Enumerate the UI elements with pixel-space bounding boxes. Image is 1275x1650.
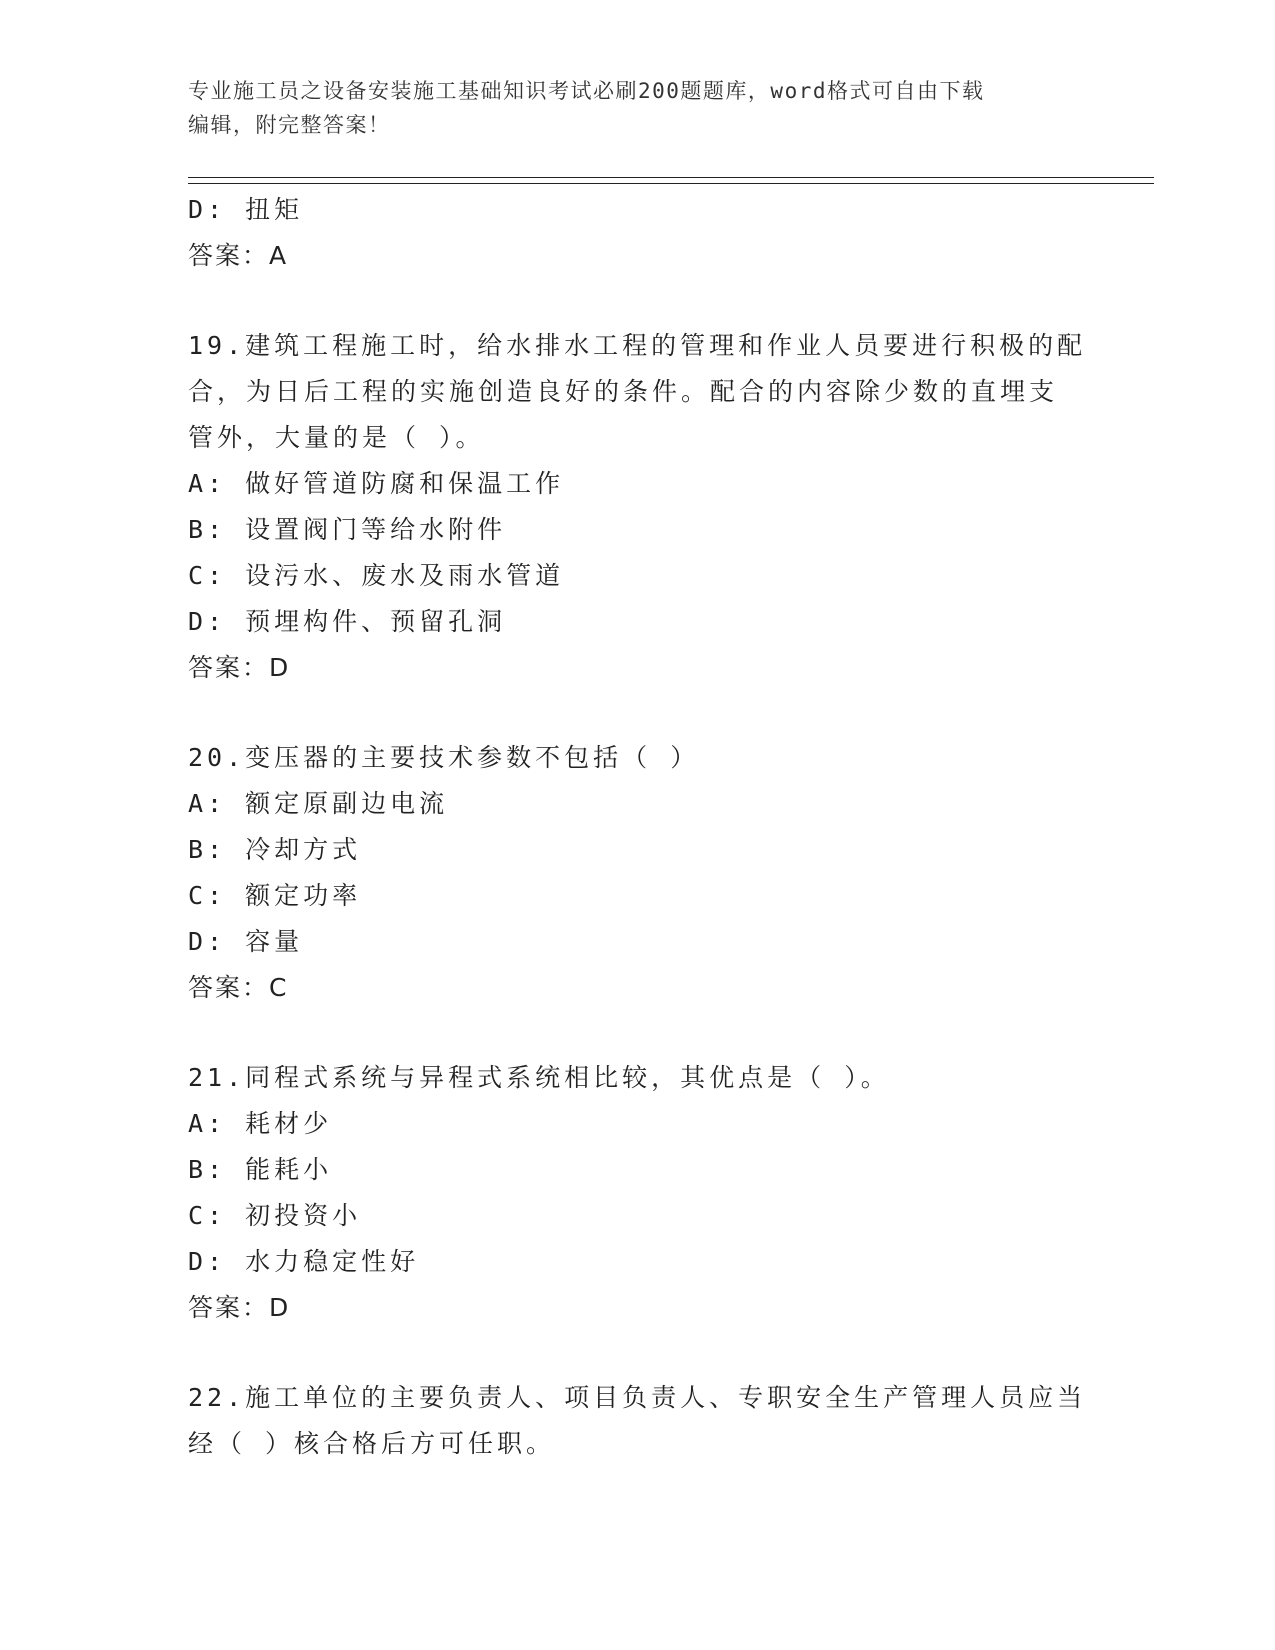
document-body — [188, 187, 1088, 1467]
header-double-rule — [188, 177, 1154, 184]
header-title-line-2: 编辑，附完整答案！ — [188, 113, 391, 137]
spacer — [188, 691, 1088, 735]
question-stem-line: 管外，大量的是（ ）。 — [188, 423, 485, 452]
option-b: B: 设置阀门等给水附件 — [188, 515, 507, 544]
spacer — [188, 1331, 1088, 1375]
option-c: C: 额定功率 — [188, 881, 362, 910]
question-22 — [188, 1375, 1088, 1467]
question-stem-line: 20.变压器的主要技术参数不包括（ ） — [188, 743, 700, 772]
answer-line: 答案：C — [188, 973, 289, 1002]
header-title-line-1: 专业施工员之设备安装施工基础知识考试必刷200题题库，word格式可自由下载 — [188, 79, 985, 103]
option-d: D: 预埋构件、预留孔洞 — [188, 607, 507, 636]
option-d: D: 扭矩 — [188, 195, 304, 224]
question-stem-line: 22.施工单位的主要负责人、项目负责人、专职安全生产管理人员应当 — [188, 1383, 1087, 1412]
answer-line: 答案：D — [188, 653, 291, 682]
question-stem-line: 经（ ）核合格后方可任职。 — [188, 1429, 556, 1458]
option-c: C: 初投资小 — [188, 1201, 362, 1230]
option-a: A: 额定原副边电流 — [188, 789, 449, 818]
question-21 — [188, 1055, 1088, 1331]
answer-line: 答案：A — [188, 241, 289, 270]
option-a: A: 做好管道防腐和保温工作 — [188, 469, 565, 498]
spacer — [188, 1011, 1088, 1055]
option-c: C: 设污水、废水及雨水管道 — [188, 561, 565, 590]
option-b: B: 能耗小 — [188, 1155, 333, 1184]
spacer — [188, 279, 1088, 323]
question-19 — [188, 323, 1088, 691]
question-stem-line: 合，为日后工程的实施创造良好的条件。配合的内容除少数的直埋支 — [188, 377, 1059, 406]
option-d: D: 容量 — [188, 927, 304, 956]
answer-line: 答案：D — [188, 1293, 291, 1322]
option-a: A: 耗材少 — [188, 1109, 333, 1138]
question-20 — [188, 735, 1088, 1011]
question-18-tail — [188, 187, 1088, 279]
option-b: B: 冷却方式 — [188, 835, 362, 864]
question-stem-line: 19.建筑工程施工时，给水排水工程的管理和作业人员要进行积极的配 — [188, 331, 1087, 360]
option-d: D: 水力稳定性好 — [188, 1247, 420, 1276]
question-stem-line: 21.同程式系统与异程式系统相比较，其优点是（ ）。 — [188, 1063, 890, 1092]
document-header — [188, 74, 1068, 142]
